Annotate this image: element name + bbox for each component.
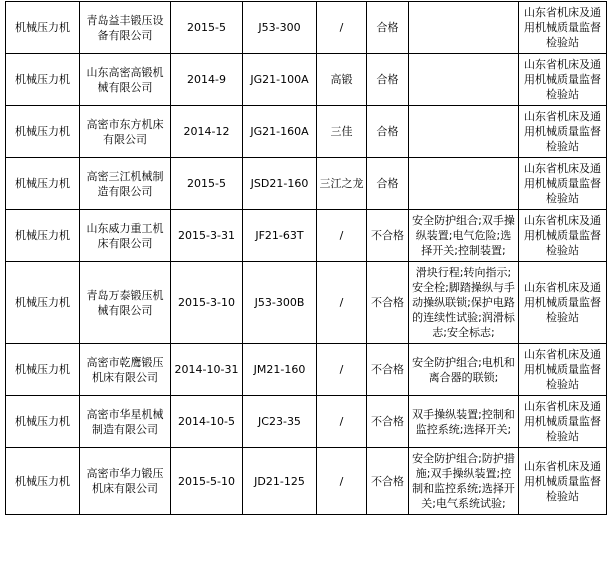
- cell-result: 合格: [367, 106, 409, 158]
- cell-product: 机械压力机: [6, 448, 80, 515]
- cell-product: 机械压力机: [6, 54, 80, 106]
- cell-result: 合格: [367, 2, 409, 54]
- cell-company: 高密市乾鹰锻压机床有限公司: [80, 344, 171, 396]
- cell-agency: 山东省机床及通用机械质量监督检验站: [519, 344, 607, 396]
- table-row: [6, 54, 607, 106]
- cell-items: 双手操纵装置;控制和监控系统;选择开关;: [409, 396, 519, 448]
- cell-brand: /: [317, 448, 367, 515]
- cell-items: 安全防护组合;防护措施;双手操纵装置;控制和监控系统;选择开关;电气系统试验;: [409, 448, 519, 515]
- table-row: [6, 448, 607, 515]
- table-body: [6, 2, 607, 515]
- cell-date: 2014-10-31: [171, 344, 243, 396]
- cell-product: 机械压力机: [6, 344, 80, 396]
- cell-model: JD21-125: [243, 448, 317, 515]
- cell-product: 机械压力机: [6, 210, 80, 262]
- cell-agency: 山东省机床及通用机械质量监督检验站: [519, 106, 607, 158]
- cell-agency: 山东省机床及通用机械质量监督检验站: [519, 2, 607, 54]
- cell-items: 安全防护组合;双手操纵装置;电气危险;选择开关;控制装置;: [409, 210, 519, 262]
- table-row: [6, 396, 607, 448]
- cell-model: J53-300B: [243, 262, 317, 344]
- cell-items: [409, 2, 519, 54]
- cell-brand: 高锻: [317, 54, 367, 106]
- cell-model: JG21-100A: [243, 54, 317, 106]
- cell-product: 机械压力机: [6, 158, 80, 210]
- cell-date: 2015-3-10: [171, 262, 243, 344]
- cell-items: [409, 54, 519, 106]
- cell-result: 不合格: [367, 210, 409, 262]
- cell-brand: 三佳: [317, 106, 367, 158]
- table-row: [6, 344, 607, 396]
- cell-agency: 山东省机床及通用机械质量监督检验站: [519, 210, 607, 262]
- cell-agency: 山东省机床及通用机械质量监督检验站: [519, 54, 607, 106]
- cell-agency: 山东省机床及通用机械质量监督检验站: [519, 396, 607, 448]
- table-row: [6, 2, 607, 54]
- cell-date: 2015-3-31: [171, 210, 243, 262]
- cell-result: 合格: [367, 54, 409, 106]
- cell-company: 山东威力重工机床有限公司: [80, 210, 171, 262]
- cell-items: [409, 158, 519, 210]
- table-row: [6, 210, 607, 262]
- cell-company: 高密市华星机械制造有限公司: [80, 396, 171, 448]
- cell-agency: 山东省机床及通用机械质量监督检验站: [519, 158, 607, 210]
- cell-product: 机械压力机: [6, 262, 80, 344]
- cell-result: 合格: [367, 158, 409, 210]
- cell-date: 2015-5-10: [171, 448, 243, 515]
- cell-brand: /: [317, 344, 367, 396]
- cell-agency: 山东省机床及通用机械质量监督检验站: [519, 262, 607, 344]
- cell-date: 2014-9: [171, 54, 243, 106]
- cell-brand: /: [317, 210, 367, 262]
- inspection-results-table: [5, 1, 607, 515]
- cell-company: 青岛益丰锻压设备有限公司: [80, 2, 171, 54]
- table-row: [6, 106, 607, 158]
- cell-brand: /: [317, 262, 367, 344]
- cell-brand: 三江之龙: [317, 158, 367, 210]
- cell-brand: /: [317, 396, 367, 448]
- cell-model: JC23-35: [243, 396, 317, 448]
- cell-date: 2015-5: [171, 158, 243, 210]
- cell-company: 高密市东方机床有限公司: [80, 106, 171, 158]
- table-row: [6, 262, 607, 344]
- cell-model: JM21-160: [243, 344, 317, 396]
- cell-product: 机械压力机: [6, 2, 80, 54]
- cell-result: 不合格: [367, 344, 409, 396]
- table-row: [6, 158, 607, 210]
- cell-model: J53-300: [243, 2, 317, 54]
- cell-items: [409, 106, 519, 158]
- cell-date: 2015-5: [171, 2, 243, 54]
- cell-brand: /: [317, 2, 367, 54]
- cell-company: 高密市华力锻压机床有限公司: [80, 448, 171, 515]
- cell-company: 山东高密高锻机械有限公司: [80, 54, 171, 106]
- cell-product: 机械压力机: [6, 396, 80, 448]
- cell-model: JSD21-160: [243, 158, 317, 210]
- cell-result: 不合格: [367, 396, 409, 448]
- cell-company: 高密三江机械制造有限公司: [80, 158, 171, 210]
- cell-model: JG21-160A: [243, 106, 317, 158]
- cell-items: 滑块行程;转向指示;安全栓;脚踏操纵与手动操纵联锁;保护电路的连续性试验;润滑标志;安全标志;: [409, 262, 519, 344]
- cell-date: 2014-10-5: [171, 396, 243, 448]
- cell-agency: 山东省机床及通用机械质量监督检验站: [519, 448, 607, 515]
- cell-result: 不合格: [367, 262, 409, 344]
- cell-items: 安全防护组合;电机和离合器的联锁;: [409, 344, 519, 396]
- cell-product: 机械压力机: [6, 106, 80, 158]
- cell-result: 不合格: [367, 448, 409, 515]
- cell-company: 青岛万泰锻压机械有限公司: [80, 262, 171, 344]
- cell-model: JF21-63T: [243, 210, 317, 262]
- cell-date: 2014-12: [171, 106, 243, 158]
